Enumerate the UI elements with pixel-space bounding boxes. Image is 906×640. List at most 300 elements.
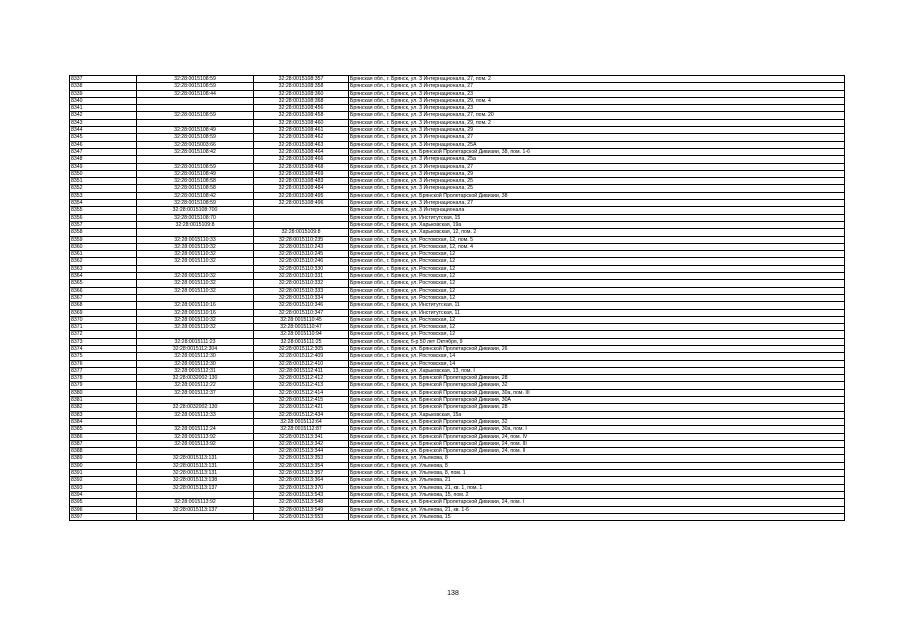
register-table	[69, 75, 845, 521]
land-plot-cadastral-cell: 32:28:0015113:131	[137, 462, 254, 469]
address-cell: Брянская обл., г. Брянск, ул. Ульянова, 8	[349, 455, 845, 462]
address-cell: Брянская обл., г. Брянск, ул. 3 Интернационала	[349, 207, 845, 214]
address-cell: Брянская обл., г. Брянск, ул. Ростовская, 12	[349, 294, 845, 301]
address-cell: Брянская обл., г. Брянск, ул. Брянской Пролетарской Дивизии, 38, пом. 1-6	[349, 148, 845, 155]
table-row	[70, 455, 845, 462]
address-cell: Брянская обл., г. Брянск, ул. Ульянова, 15	[349, 513, 845, 520]
object-cadastral-cell: 32:28:0015110:346	[254, 302, 349, 309]
table-row	[70, 433, 845, 440]
row-number-cell: 8355	[70, 207, 137, 214]
table-row	[70, 141, 845, 148]
address-cell: Брянская обл., г. Брянск, ул. Харьковская, 12, пом. 2	[349, 229, 845, 236]
object-cadastral-cell: 32:28:0015110:94	[254, 331, 349, 338]
object-cadastral-cell: 32:28:0015110:246	[254, 258, 349, 265]
address-cell: Брянская обл., г. Брянск, ул. Ульянова, 21, кв. 1, пом. 1	[349, 484, 845, 491]
land-plot-cadastral-cell: 32:28:0015110:33	[137, 236, 254, 243]
object-cadastral-cell: 32:28:0015110:235	[254, 236, 349, 243]
row-number-cell: 8337	[70, 76, 137, 83]
row-number-cell: 8371	[70, 324, 137, 331]
row-number-cell: 8363	[70, 265, 137, 272]
address-cell: Брянская обл., г. Брянск, ул. 3 Интернационала, 25	[349, 185, 845, 192]
object-cadastral-cell: 32:28:0015108:495	[254, 192, 349, 199]
row-number-cell: 8393	[70, 484, 137, 491]
object-cadastral-cell: 32:28:0015110:330	[254, 265, 349, 272]
object-cadastral-cell: 32:28:0015112:410	[254, 360, 349, 367]
row-number-cell: 8380	[70, 389, 137, 396]
land-plot-cadastral-cell: 32:28:0015113:137	[137, 484, 254, 491]
row-number-cell: 8374	[70, 345, 137, 352]
table-row	[70, 280, 845, 287]
table-row	[70, 214, 845, 221]
object-cadastral-cell: 32:28:0015108:462	[254, 134, 349, 141]
land-plot-cadastral-cell: 32:28:0015113:92	[137, 499, 254, 506]
address-cell: Брянская обл., г. Брянск, ул. Ростовская, 14	[349, 360, 845, 367]
row-number-cell: 8364	[70, 273, 137, 280]
object-cadastral-cell: 32:28:0015113:344	[254, 448, 349, 455]
row-number-cell: 8345	[70, 134, 137, 141]
land-plot-cadastral-cell: 32:28:0015113:92	[137, 433, 254, 440]
address-cell: Брянская обл., г. Брянск, ул. Институтская, 15	[349, 214, 845, 221]
object-cadastral-cell: 32:28:0015112:64	[254, 418, 349, 425]
object-cadastral-cell: 32:28:0015108:461	[254, 127, 349, 134]
land-plot-cadastral-cell	[137, 97, 254, 104]
land-plot-cadastral-cell: 32:28:0015113:131	[137, 455, 254, 462]
object-cadastral-cell: 32:28:0015113:357	[254, 470, 349, 477]
row-number-cell: 8358	[70, 229, 137, 236]
address-cell: Брянская обл., г. Брянск, ул. Ростовская, 12, пом. 4	[349, 243, 845, 250]
table-row	[70, 375, 845, 382]
table-row	[70, 513, 845, 520]
table-row	[70, 236, 845, 243]
table-row	[70, 382, 845, 389]
object-cadastral-cell: 32:28:0015112:87	[254, 426, 349, 433]
object-cadastral-cell: 32:28:0015113:364	[254, 477, 349, 484]
land-plot-cadastral-cell: 32:28:0032002:130	[137, 375, 254, 382]
object-cadastral-cell: 32:28:0015108:496	[254, 200, 349, 207]
address-cell: Брянская обл., г. Брянск, ул. Брянской Пролетарской Дивизии, 24, пом. III	[349, 440, 845, 447]
table-row	[70, 163, 845, 170]
land-plot-cadastral-cell: 32:28:0015108:59	[137, 163, 254, 170]
table-row	[70, 221, 845, 228]
table-row	[70, 353, 845, 360]
row-number-cell: 8367	[70, 294, 137, 301]
land-plot-cadastral-cell: 32:28:0015110:32	[137, 280, 254, 287]
row-number-cell: 8375	[70, 353, 137, 360]
table-row	[70, 448, 845, 455]
object-cadastral-cell: 32:28:0015112:305	[254, 345, 349, 352]
table-row	[70, 470, 845, 477]
table-row	[70, 127, 845, 134]
table-row	[70, 287, 845, 294]
row-number-cell: 8379	[70, 382, 137, 389]
land-plot-cadastral-cell: 32:28:0015108:59	[137, 112, 254, 119]
address-cell: Брянская обл., г. Брянск, ул. 3 Интернационала, 27	[349, 200, 845, 207]
object-cadastral-cell: 32:28:0015112:421	[254, 404, 349, 411]
table-row	[70, 170, 845, 177]
row-number-cell: 8390	[70, 462, 137, 469]
land-plot-cadastral-cell	[137, 294, 254, 301]
table-row	[70, 265, 845, 272]
address-cell: Брянская обл., г. Брянск, ул. 3 Интернационала, 27	[349, 163, 845, 170]
row-number-cell: 8394	[70, 491, 137, 498]
table-row	[70, 404, 845, 411]
land-plot-cadastral-cell	[137, 513, 254, 520]
object-cadastral-cell: 32:28:0015110:334	[254, 294, 349, 301]
table-row	[70, 389, 845, 396]
row-number-cell: 8348	[70, 156, 137, 163]
land-plot-cadastral-cell: 32:28:0015113:131	[137, 470, 254, 477]
object-cadastral-cell: 32:28:0015108:468	[254, 163, 349, 170]
land-plot-cadastral-cell: 32:28:0015113:92	[137, 440, 254, 447]
row-number-cell: 8376	[70, 360, 137, 367]
land-plot-cadastral-cell: 32:28:0015110:16	[137, 309, 254, 316]
land-plot-cadastral-cell: 32:28:0015110:32	[137, 243, 254, 250]
land-plot-cadastral-cell: 32:28:0015108:70	[137, 214, 254, 221]
address-cell: Брянская обл., г. Брянск, ул. 3 Интернационала, 23	[349, 90, 845, 97]
row-number-cell: 8395	[70, 499, 137, 506]
land-plot-cadastral-cell: 32:28:0015112:30	[137, 360, 254, 367]
address-cell: Брянская обл., г. Брянск, ул. Брянской Пролетарской Дивизии, 26	[349, 345, 845, 352]
object-cadastral-cell	[254, 214, 349, 221]
address-cell: Брянская обл., г. Брянск, ул. 3 Интернационала, 25	[349, 178, 845, 185]
land-plot-cadastral-cell: 32:28:0015108:59	[137, 200, 254, 207]
table-row	[70, 119, 845, 126]
row-number-cell: 8347	[70, 148, 137, 155]
land-plot-cadastral-cell: 32:28:0015113:138	[137, 477, 254, 484]
table-row	[70, 105, 845, 112]
land-plot-cadastral-cell: 32:28:0015113:137	[137, 506, 254, 513]
object-cadastral-cell: 32:28:0015113:354	[254, 462, 349, 469]
object-cadastral-cell: 32:28:0015113:353	[254, 455, 349, 462]
row-number-cell: 8344	[70, 127, 137, 134]
land-plot-cadastral-cell	[137, 229, 254, 236]
address-cell: Брянская обл., г. Брянск, ул. 3 Интернационала, 29	[349, 170, 845, 177]
row-number-cell: 8384	[70, 418, 137, 425]
object-cadastral-cell: 32:28:0015113:370	[254, 484, 349, 491]
object-cadastral-cell: 32:28:0015113:548	[254, 499, 349, 506]
row-number-cell: 8377	[70, 367, 137, 374]
row-number-cell: 8381	[70, 397, 137, 404]
object-cadastral-cell: 32:28:0015112:411	[254, 367, 349, 374]
register-table-body	[70, 76, 845, 521]
row-number-cell: 8353	[70, 192, 137, 199]
object-cadastral-cell: 32:28:0015112:434	[254, 411, 349, 418]
object-cadastral-cell: 32:28:0015111:25	[254, 338, 349, 345]
table-row	[70, 83, 845, 90]
row-number-cell: 8369	[70, 309, 137, 316]
table-row	[70, 258, 845, 265]
object-cadastral-cell: 32:28:0015110:332	[254, 280, 349, 287]
object-cadastral-cell: 32:28:0015108:368	[254, 97, 349, 104]
table-row	[70, 192, 845, 199]
object-cadastral-cell: 32:28:0015108:360	[254, 90, 349, 97]
object-cadastral-cell: 32:28:0015108:483	[254, 178, 349, 185]
address-cell: Брянская обл., г. Брянск, ул. Харьковская, 13, пом. I	[349, 367, 845, 374]
address-cell: Брянская обл., г. Брянск, ул. Ростовская, 12	[349, 331, 845, 338]
table-row	[70, 345, 845, 352]
address-cell: Брянская обл., г. Брянск, ул. Ульянова, 8, пом. 1	[349, 470, 845, 477]
row-number-cell: 8370	[70, 316, 137, 323]
land-plot-cadastral-cell: 32:28:0015110:32	[137, 324, 254, 331]
table-row	[70, 97, 845, 104]
table-row	[70, 273, 845, 280]
object-cadastral-cell: 32:28:0015108:463	[254, 141, 349, 148]
object-cadastral-cell: 32:28:0015110:331	[254, 273, 349, 280]
object-cadastral-cell: 32:28:0015110:47	[254, 324, 349, 331]
object-cadastral-cell: 32:28:0015112:415	[254, 397, 349, 404]
table-row	[70, 491, 845, 498]
address-cell: Брянская обл., г. Брянск, ул. Брянской Пролетарской Дивизии, 32	[349, 418, 845, 425]
table-row	[70, 426, 845, 433]
row-number-cell: 8392	[70, 477, 137, 484]
table-row	[70, 324, 845, 331]
land-plot-cadastral-cell: 32:28:0015003:66	[137, 141, 254, 148]
row-number-cell: 8373	[70, 338, 137, 345]
row-number-cell: 8359	[70, 236, 137, 243]
object-cadastral-cell: 32:28:0015108:464	[254, 148, 349, 155]
address-cell: Брянская обл., г. Брянск, ул. Ростовская, 12	[349, 265, 845, 272]
object-cadastral-cell: 32:28:0015110:45	[254, 316, 349, 323]
address-cell: Брянская обл., г. Брянск, ул. 3 Интернационала, 29	[349, 127, 845, 134]
land-plot-cadastral-cell: 32:28:0015112:33	[137, 411, 254, 418]
object-cadastral-cell: 32:28:0015108:484	[254, 185, 349, 192]
address-cell: Брянская обл., г. Брянск, ул. Ульянова, 21	[349, 477, 845, 484]
object-cadastral-cell: 32:28:0015108:466	[254, 156, 349, 163]
object-cadastral-cell: 32:28:0015110:245	[254, 251, 349, 258]
address-cell: Брянская обл., г. Брянск, ул. Брянской Пролетарской Дивизии, 28	[349, 375, 845, 382]
row-number-cell: 8356	[70, 214, 137, 221]
address-cell: Брянская обл., г. Брянск, ул. 3 Интернационала, 29, пом. 4	[349, 97, 845, 104]
row-number-cell: 8351	[70, 178, 137, 185]
table-row	[70, 331, 845, 338]
address-cell: Брянская обл., г. Брянск, ул. Брянской Пролетарской Дивизии, 24, пом. II	[349, 448, 845, 455]
table-row	[70, 418, 845, 425]
row-number-cell: 8386	[70, 433, 137, 440]
table-row	[70, 440, 845, 447]
address-cell: Брянская обл., г. Брянск, ул. Брянской Пролетарской Дивизии, 38	[349, 192, 845, 199]
address-cell: Брянская обл., г. Брянск, ул. Брянской Пролетарской Дивизии, 30А	[349, 397, 845, 404]
address-cell: Брянская обл., г. Брянск, ул. Брянской Пролетарской Дивизии, 28	[349, 404, 845, 411]
land-plot-cadastral-cell: 32:28:0015108:59	[137, 76, 254, 83]
land-plot-cadastral-cell: 32:28:0015108:42	[137, 148, 254, 155]
table-row	[70, 477, 845, 484]
address-cell: Брянская обл., г. Брянск, ул. Институтская, 11	[349, 309, 845, 316]
table-row	[70, 484, 845, 491]
row-number-cell: 8365	[70, 280, 137, 287]
land-plot-cadastral-cell: 32:28:0015109:8	[137, 221, 254, 228]
table-row	[70, 112, 845, 119]
row-number-cell: 8368	[70, 302, 137, 309]
address-cell: Брянская обл., г. Брянск, ул. Ульянова, 8	[349, 462, 845, 469]
object-cadastral-cell: 32:28:0015108:458	[254, 112, 349, 119]
object-cadastral-cell: 32:28:0015108:357	[254, 76, 349, 83]
land-plot-cadastral-cell	[137, 105, 254, 112]
row-number-cell: 8341	[70, 105, 137, 112]
land-plot-cadastral-cell: 32:28:0015108:49	[137, 170, 254, 177]
address-cell: Брянская обл., г. Брянск, ул. 3 Интернационала, 27	[349, 83, 845, 90]
row-number-cell: 8372	[70, 331, 137, 338]
table-row	[70, 251, 845, 258]
land-plot-cadastral-cell: 32:28:0015110:32	[137, 273, 254, 280]
address-cell: Брянская обл., г. Брянск, ул. Харьковская, 19а	[349, 221, 845, 228]
row-number-cell: 8346	[70, 141, 137, 148]
land-plot-cadastral-cell: 32:28:0015108:58	[137, 185, 254, 192]
row-number-cell: 8340	[70, 97, 137, 104]
address-cell: Брянская обл., г. Брянск, ул. Брянской Пролетарской Дивизии, 30а, пом. III	[349, 389, 845, 396]
land-plot-cadastral-cell: 32:28:0015108:59	[137, 83, 254, 90]
land-plot-cadastral-cell: 32:28:0015112:22	[137, 382, 254, 389]
table-row	[70, 309, 845, 316]
row-number-cell: 8382	[70, 404, 137, 411]
object-cadastral-cell: 32:28:0015108:358	[254, 83, 349, 90]
object-cadastral-cell: 32:28:0015112:409	[254, 353, 349, 360]
row-number-cell: 8361	[70, 251, 137, 258]
land-plot-cadastral-cell	[137, 397, 254, 404]
row-number-cell: 8343	[70, 119, 137, 126]
land-plot-cadastral-cell: 32:28:0015108:44	[137, 90, 254, 97]
land-plot-cadastral-cell	[137, 448, 254, 455]
address-cell: Брянская обл., г. Брянск, ул. Институтская, 11	[349, 302, 845, 309]
row-number-cell: 8360	[70, 243, 137, 250]
table-row	[70, 294, 845, 301]
row-number-cell: 8349	[70, 163, 137, 170]
table-row	[70, 360, 845, 367]
table-row	[70, 76, 845, 83]
address-cell: Брянская обл., г. Брянск, ул. Брянской Пролетарской Дивизии, 24, пом. I	[349, 499, 845, 506]
land-plot-cadastral-cell: 32:28:0015108:700	[137, 207, 254, 214]
land-plot-cadastral-cell: 32:28:0015112:24	[137, 426, 254, 433]
row-number-cell: 8389	[70, 455, 137, 462]
table-row	[70, 148, 845, 155]
object-cadastral-cell	[254, 207, 349, 214]
row-number-cell: 8387	[70, 440, 137, 447]
object-cadastral-cell: 32:28:0015110:243	[254, 243, 349, 250]
address-cell: Брянская обл., г. Брянск, ул. Ростовская, 12	[349, 287, 845, 294]
address-cell: Брянская обл., г. Брянск, ул. 3 Интернационала, 25А	[349, 141, 845, 148]
address-cell: Брянская обл., г. Брянск, ул. Ростовская, 12	[349, 251, 845, 258]
table-row	[70, 134, 845, 141]
table-row	[70, 506, 845, 513]
address-cell: Брянская обл., г. Брянск, ул. 3 Интернационала, 25а	[349, 156, 845, 163]
address-cell: Брянская обл., г. Брянск, б-р 50 лет Октября, 9	[349, 338, 845, 345]
row-number-cell: 8362	[70, 258, 137, 265]
row-number-cell: 8339	[70, 90, 137, 97]
table-row	[70, 316, 845, 323]
object-cadastral-cell: 32:28:0015108:460	[254, 119, 349, 126]
land-plot-cadastral-cell: 32:28:0015108:58	[137, 178, 254, 185]
address-cell: Брянская обл., г. Брянск, ул. 3 Интернационала, 27, пом. 2	[349, 76, 845, 83]
object-cadastral-cell: 32:28:0015112:414	[254, 389, 349, 396]
land-plot-cadastral-cell: 32:28:0015110:32	[137, 287, 254, 294]
row-number-cell: 8383	[70, 411, 137, 418]
row-number-cell: 8396	[70, 506, 137, 513]
address-cell: Брянская обл., г. Брянск, ул. Ростовская, 12	[349, 316, 845, 323]
object-cadastral-cell: 32:28:0015109:8	[254, 229, 349, 236]
address-cell: Брянская обл., г. Брянск, ул. 3 Интернационала, 27, пом. 20	[349, 112, 845, 119]
table-row	[70, 411, 845, 418]
row-number-cell: 8350	[70, 170, 137, 177]
table-row	[70, 229, 845, 236]
address-cell: Брянская обл., г. Брянск, ул. Ростовская, 12, пом. 5	[349, 236, 845, 243]
table-row	[70, 499, 845, 506]
table-row	[70, 200, 845, 207]
land-plot-cadastral-cell: 32:28:0015110:32	[137, 251, 254, 258]
object-cadastral-cell: 32:28:0015113:543	[254, 491, 349, 498]
object-cadastral-cell: 32:28:0015113:342	[254, 440, 349, 447]
object-cadastral-cell: 32:28:0015113:341	[254, 433, 349, 440]
land-plot-cadastral-cell: 32:28:0015110:16	[137, 302, 254, 309]
table-row	[70, 185, 845, 192]
land-plot-cadastral-cell: 32:28:0015111:23	[137, 338, 254, 345]
object-cadastral-cell: 32:28:0015108:469	[254, 170, 349, 177]
table-row	[70, 156, 845, 163]
land-plot-cadastral-cell	[137, 491, 254, 498]
table-row	[70, 90, 845, 97]
address-cell: Брянская обл., г. Брянск, ул. Ростовская, 14	[349, 353, 845, 360]
address-cell: Брянская обл., г. Брянск, ул. Ульянова, 15, пом. 2	[349, 491, 845, 498]
object-cadastral-cell: 32:28:0015112:413	[254, 382, 349, 389]
address-cell: Брянская обл., г. Брянск, ул. Ростовская, 12	[349, 273, 845, 280]
table-row	[70, 207, 845, 214]
land-plot-cadastral-cell: 32:28:0015112:37	[137, 389, 254, 396]
address-cell: Брянская обл., г. Брянск, ул. Ростовская, 12	[349, 324, 845, 331]
table-row	[70, 338, 845, 345]
row-number-cell: 8342	[70, 112, 137, 119]
land-plot-cadastral-cell: 32:28:0015108:49	[137, 127, 254, 134]
address-cell: Брянская обл., г. Брянск, ул. Ростовская, 12	[349, 280, 845, 287]
land-plot-cadastral-cell: 32:28:0015110:32	[137, 258, 254, 265]
address-cell: Брянская обл., г. Брянск, ул. Брянской Пролетарской Дивизии, 32	[349, 382, 845, 389]
object-cadastral-cell: 32:28:0015108:456	[254, 105, 349, 112]
row-number-cell: 8378	[70, 375, 137, 382]
land-plot-cadastral-cell: 32:28:0015110:32	[137, 316, 254, 323]
address-cell: Брянская обл., г. Брянск, ул. Брянской Пролетарской Дивизии, 30а, пом. I	[349, 426, 845, 433]
land-plot-cadastral-cell	[137, 156, 254, 163]
row-number-cell: 8366	[70, 287, 137, 294]
land-plot-cadastral-cell	[137, 265, 254, 272]
object-cadastral-cell: 32:28:0015113:549	[254, 506, 349, 513]
object-cadastral-cell: 32:28:0015110:333	[254, 287, 349, 294]
object-cadastral-cell: 32:28:0015110:347	[254, 309, 349, 316]
land-plot-cadastral-cell: 32:28:0015108:59	[137, 134, 254, 141]
object-cadastral-cell: 32:28:0015113:553	[254, 513, 349, 520]
address-cell: Брянская обл., г. Брянск, ул. 3 Интернационала, 23	[349, 105, 845, 112]
land-plot-cadastral-cell: 32:28:0032002:130	[137, 404, 254, 411]
object-cadastral-cell	[254, 221, 349, 228]
row-number-cell: 8352	[70, 185, 137, 192]
address-cell: Брянская обл., г. Брянск, ул. 3 Интернационала, 27	[349, 134, 845, 141]
row-number-cell: 8357	[70, 221, 137, 228]
land-plot-cadastral-cell	[137, 418, 254, 425]
land-plot-cadastral-cell: 32:28:0015108:42	[137, 192, 254, 199]
land-plot-cadastral-cell: 32:28:0015112:30	[137, 353, 254, 360]
table-row	[70, 397, 845, 404]
address-cell: Брянская обл., г. Брянск, ул. Харьковская, 15а	[349, 411, 845, 418]
land-plot-cadastral-cell	[137, 331, 254, 338]
table-row	[70, 243, 845, 250]
row-number-cell: 8338	[70, 83, 137, 90]
land-plot-cadastral-cell: 32:28:0015112:304	[137, 345, 254, 352]
table-row	[70, 178, 845, 185]
page-number: 138	[447, 590, 459, 597]
address-cell: Брянская обл., г. Брянск, ул. 3 Интернационала, 29, пом. 2	[349, 119, 845, 126]
table-row	[70, 302, 845, 309]
row-number-cell: 8388	[70, 448, 137, 455]
row-number-cell: 8397	[70, 513, 137, 520]
table-row	[70, 462, 845, 469]
land-plot-cadastral-cell: 32:28:0015112:31	[137, 367, 254, 374]
row-number-cell: 8354	[70, 200, 137, 207]
